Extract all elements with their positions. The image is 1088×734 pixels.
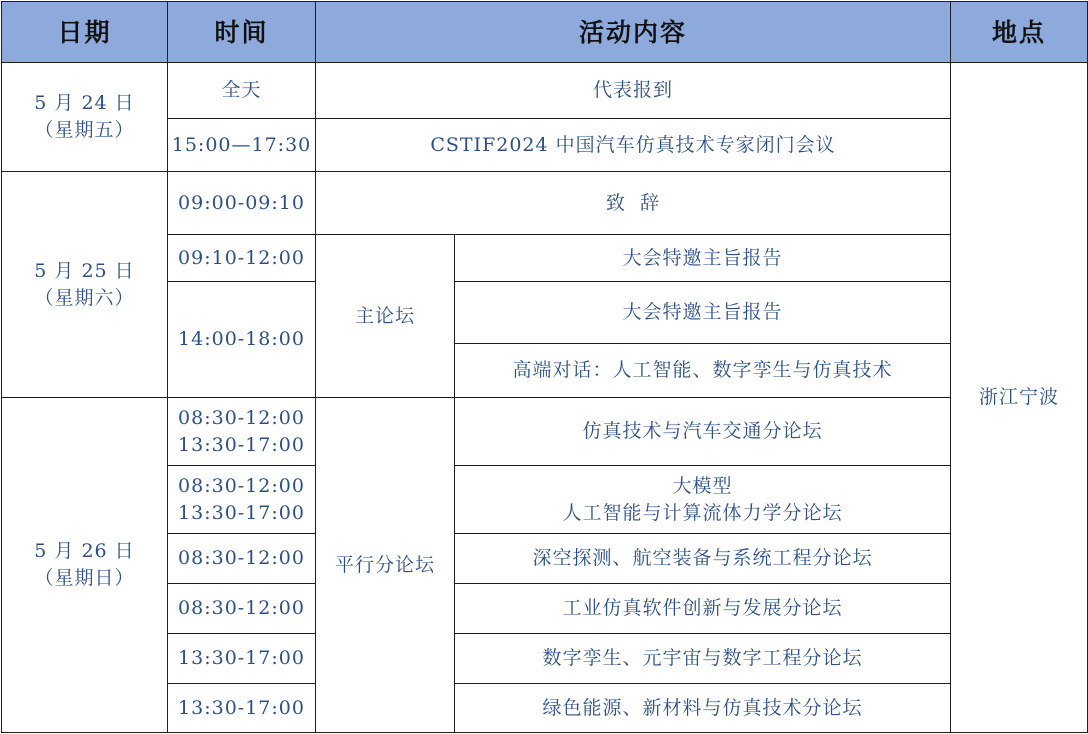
date-cell <box>2 172 168 398</box>
content-cell: 仿真技术与汽车交通分论坛 <box>455 398 951 466</box>
time-line: 08:30-12:00 <box>178 474 305 497</box>
content-cell: 深空探测、航空装备与系统工程分论坛 <box>455 534 951 584</box>
time-cell: 全天 <box>168 63 316 119</box>
location-cell: 浙江宁波 <box>951 63 1088 733</box>
time-cell: 09:00-09:10 <box>168 172 316 235</box>
header-location: 地点 <box>951 2 1088 63</box>
content-cell: 致 辞 <box>316 172 951 235</box>
date-text: 5 月 24 日 <box>34 92 135 114</box>
date-cell <box>2 63 168 172</box>
table-row <box>2 398 1088 466</box>
content-cell: 绿色能源、新材料与仿真技术分论坛 <box>455 684 951 733</box>
content-cell: 代表报到 <box>316 63 951 119</box>
time-cell: 15:00—17:30 <box>168 119 316 172</box>
content-cell: 大会特邀主旨报告 <box>455 282 951 344</box>
date-text: 5 月 25 日 <box>34 259 135 282</box>
content-cell: 数字孪生、元宇宙与数字工程分论坛 <box>455 634 951 684</box>
time-cell: 14:00-18:00 <box>168 282 316 398</box>
date-text: 5 月 26 日 <box>34 540 135 562</box>
category-cell: 平行分论坛 <box>316 398 455 733</box>
header-row <box>2 2 1088 63</box>
time-cell: 08:30-12:00 <box>168 584 316 634</box>
time-line: 13:30-17:00 <box>178 433 305 456</box>
category-cell: 主论坛 <box>316 235 455 398</box>
content-line: 大模型 <box>672 474 733 497</box>
content-cell <box>455 466 951 534</box>
content-cell: CSTIF2024 中国汽车仿真技术专家闭门会议 <box>316 119 951 172</box>
date-cell <box>2 398 168 733</box>
time-cell: 13:30-17:00 <box>168 634 316 684</box>
content-cell: 高端对话：人工智能、数字孪生与仿真技术 <box>455 344 951 398</box>
time-cell <box>168 466 316 534</box>
header-time: 时间 <box>168 2 316 63</box>
content-cell: 大会特邀主旨报告 <box>455 235 951 282</box>
time-cell: 08:30-12:00 <box>168 534 316 584</box>
content-cell: 工业仿真软件创新与发展分论坛 <box>455 584 951 634</box>
time-cell <box>168 398 316 466</box>
header-date: 日期 <box>2 2 168 63</box>
table-row <box>2 172 1088 235</box>
time-line: 08:30-12:00 <box>178 406 305 429</box>
weekday-text: （星期日） <box>34 567 135 589</box>
weekday-text: （星期五） <box>34 119 135 141</box>
content-line: 人工智能与计算流体力学分论坛 <box>562 501 843 524</box>
table-row <box>2 63 1088 119</box>
header-content: 活动内容 <box>316 2 951 63</box>
schedule-table <box>1 1 1088 733</box>
weekday-text: （星期六） <box>34 286 135 309</box>
time-line: 13:30-17:00 <box>178 501 305 524</box>
time-cell: 09:10-12:00 <box>168 235 316 282</box>
time-cell: 13:30-17:00 <box>168 684 316 733</box>
